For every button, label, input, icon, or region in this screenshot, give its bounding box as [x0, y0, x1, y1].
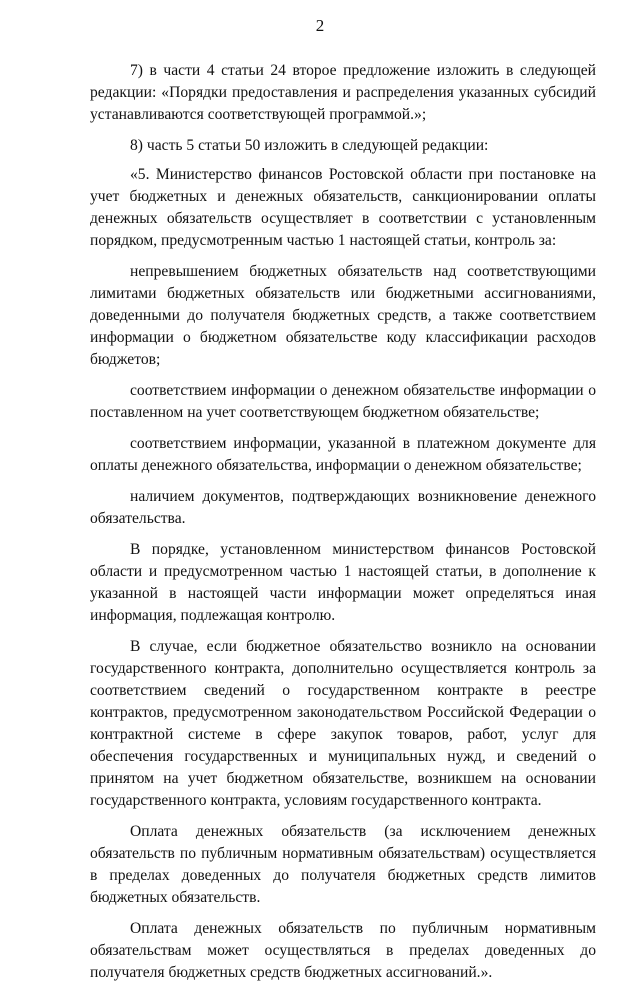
document-body	[90, 60, 596, 993]
paragraph-payment-limits: Оплата денежных обязательств (за исключением денежных обязательств по публичным нормативным обязательствам) осуществляется в пределах доведенных до получателя бюджетных средств лимитов бюджетных обязательств.	[90, 823, 596, 906]
paragraph-item-8: 8) часть 5 статьи 50 изложить в следующей редакции:	[130, 137, 489, 154]
paragraph-item-7: 7) в части 4 статьи 24 второе предложение изложить в следующей редакции: «Порядки предоставления и распределения указанных субсидий устанавливаются соответствующей программой.»;	[90, 62, 596, 123]
paragraph-control-monetary-obligation: соответствием информации о денежном обязательстве информации о поставленном на учет соответствующем бюджетном обязательстве;	[90, 382, 596, 421]
paragraph-control-limits: непревышением бюджетных обязательств над соответствующими лимитами бюджетных обязательств или бюджетными ассигнованиями, доведенными до получателя бюджетных средств, а также соответствием информации о бюджетном обязательстве коду классификации расходов бюджетов;	[90, 263, 596, 368]
paragraph-payment-public-obligations: Оплата денежных обязательств по публичным нормативным обязательствам может осуществляться в пределах доведенных до получателя бюджетных средств бюджетных ассигнований.».	[90, 920, 596, 981]
page-number: 2	[315, 16, 325, 35]
paragraph-state-contract: В случае, если бюджетное обязательство возникло на основании государственного контракта, дополнительно осуществляется контроль за соответствием сведений о государственном контракте в реестре контрактов, предусмотренном законодательством Российской Федерации о контрактной системе в сфере закупок товаров, работ, услуг для обеспечения государственных и муниципальных нужд, и сведений о принятом на учет бюджетном обязательстве, возникшем на основании государственного контракта, условиям государственного контракта.	[90, 638, 596, 809]
paragraph-additional-information: В порядке, установленном министерством финансов Ростовской области и предусмотренном частью 1 настоящей статьи, в дополнение к указанной в настоящей части информации может определяться иная информация, подлежащая контролю.	[90, 541, 596, 624]
paragraph-control-documents: наличием документов, подтверждающих возникновение денежного обязательства.	[90, 488, 596, 527]
paragraph-part-5-intro: «5. Министерство финансов Ростовской области при постановке на учет бюджетных и денежных обязательств, санкционировании оплаты денежных обязательств осуществляет в соответствии с установленным порядком, предусмотренным частью 1 настоящей статьи, контроль за:	[90, 166, 596, 249]
paragraph-control-payment-document: соответствием информации, указанной в платежном документе для оплаты денежного обязательства, информации о денежном обязательстве;	[90, 435, 596, 474]
